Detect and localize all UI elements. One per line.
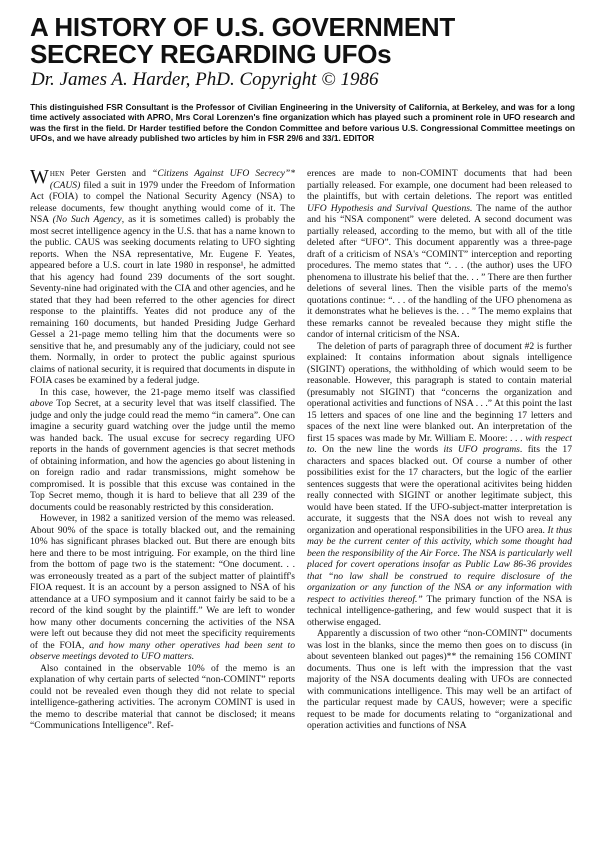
- paragraph-2: [30, 387, 295, 514]
- editor-introduction: This distinguished FSR Consultant is the Professor of Civilian Engineering in the University of California, at Berkeley, and was for a long time actively associated with APRO, Mrs Coral Lorenzen's fine organization which has played such a prominent role in UFO research and was the first in the field. Dr Harder testified before the Condon Committee and before various U.S. Congressional Committee meetings on UFOs, and we have already published two articles by him in FSR 29/6 and 33/1. EDITOR: [30, 102, 575, 143]
- text-run: On the new line the words: [316, 444, 444, 455]
- text-run: Apparently a discussion of two other “non-COMINT” documents was lost in the blanks, since the memo then goes on to discuss (in about seventeen blanked out pages)** the remaining 156 COMINT documents. Thus one is left with the impression that the vast majority of the NSA documents dealing with UFOs are connected with communications intelligence. This may well be an artifact of the particular request made by CAUS, however; were a specific request to be made for documents relating to “organizational and operation activities and functions of NSA: [307, 628, 572, 731]
- emphasis-run: and how many other operatives had been sent to observe meetings devoted to UFO matters.: [30, 639, 295, 662]
- paragraph-3: [30, 513, 295, 663]
- text-run: Peter Gersten and: [64, 168, 153, 179]
- emphasis-run: . . . with respect to.: [307, 432, 572, 455]
- text-column-left: [30, 168, 295, 844]
- text-run: . fits the 17 characters and spaces blacked out. Of course a number of other possibilities exist for the 17 characters, but the logic of the earlier sentences suggests that were the operational acitivites being hidden really connected with SIGINT or another legitimate subject, this would have been stated. If the UFO-subject-matter interpretation is accurate, it suggests that the NSA does not wish to reveal any organization and operational responsibilities in the UFO area.: [307, 444, 572, 536]
- text-run: The name of the author and his “NSA component” were deleted. A second document was partially released, according to the memo, but with all of the title deleted after “UFO”. This document apparently was a three-page draft of a criticism of NSA's “COMINT” interception and reporting procedures. The memo states that “. . . (the author) uses the UFO phenomena to illustrate his belief that the. . . ” There are then further deletions of several lines. Then the visible parts of the memo's quotations continue: “. . . of the handling of the UFO phenomena as it demonstrates what he believes is the. . . ” The memo explains that these remarks cannot be revealed because they might stifle the candor of internal criticism of the NSA.: [307, 202, 572, 340]
- text-run: However, in 1982 a sanitized version of the memo was released. About 90% of the space is totally blacked out, and the remaining 10% has significant phrases blacked out. But there are enough bits here and there to be most intriguing. For example, on the third line from the bottom of page two is the statement: “One document. . . was erroneously treated as a part of the subject matter of plaintiff's FIOA request. It is an account by a person assigned to NSA of his attendance at a UFO symposium and it cannot fairly be said to be a record of the kind sought by the plaintiff.” We are left to wonder how many other documents concerning the activities of the NSA were left out because they did not meet the specificity requirements of the FOIA,: [30, 513, 295, 651]
- title-line-1: A HISTORY OF U.S. GOVERNMENT: [30, 12, 455, 42]
- paragraph-1: [30, 168, 295, 387]
- text-column-right: [307, 168, 572, 844]
- text-run: The deletion of parts of paragraph three of document #2 is further explained: It contains information about signals intelligence (SIGINT) operations, the withholding of which would seem to be reasonable. However, this paragraph is stated to contain material (presumably not SIGINT) that “concerns the organization and operational activities and functions of NSA . . .” At this point the last 15 letters and spaces of one line and the beginning 17 letters and spaces of the next line were blanked out. An interpretation of the first 15 spaces was made by Mr. William E. Moore:: [307, 340, 572, 444]
- text-run: The primary function of the NSA is technical intelligence-gathering, and few would suspect that it is otherwise engaged.: [307, 593, 572, 628]
- paragraph-6: [307, 341, 572, 629]
- emphasis-run: above: [30, 398, 53, 409]
- emphasis-run: It thus may be the current center of this activity, which some thought had been the responsibility of the Air Force. The NSA is particularly well placed for covert operations insofar as Public Law 86-36 provides that “no law shall be construed to require disclosure of the organization or any function of the NSA or any information with respect to activities thereof.”: [307, 524, 572, 605]
- author-byline: Dr. James A. Harder, PhD. Copyright © 1986: [31, 69, 379, 90]
- emphasis-run: (No Such Agency: [52, 214, 122, 225]
- emphasis-run: “Citizens Against UFO Secrecy”* (CAUS): [49, 168, 295, 191]
- paragraph-7: [307, 628, 572, 732]
- emphasis-run: UFO Hypothesis and Survival Questions.: [307, 202, 473, 214]
- text-run: filed a suit in 1979 under the Freedom of Information Act (FOIA) to compel the National Security Agency (NSA) to release documents, few thought anything would come of it. The NSA: [30, 179, 295, 225]
- article-title: [30, 14, 580, 68]
- paragraph-4: [30, 663, 295, 732]
- text-run: , as it is sometimes called) is probably the most secret intelligence agency in the U.S. that has a name known to the public. CAUS was seeking documents relating to UFO sighting reports. When the NSA representative, Mr. Eugene F. Yeates, appeared before a U.S. court in late 1980 in response¹, he admitted that his agency had found 239 documents of the sort sought. Seventy-nine had originated with the CIA and other agencies, and he stated that they had been referred to the other agencies for direct response to the plaintiffs. Yeates did not produce any of the remaining 160 documents, but handed Presiding Judge Gerhard Gessel a 21-page memo telling him that the documents were so sensitive that he, and presumably any of the judiciary, could not see them. Normally, in order to protect the public against spurious claims of national security, it is required that documents in dispute in FOIA cases be examined by a federal judge.: [30, 214, 295, 386]
- paragraph-5: [307, 168, 572, 341]
- emphasis-run: its UFO programs: [443, 444, 520, 455]
- text-run: Top Secret, at a security level that was itself classified. The judge and only the judge could read the memo “in camera”. One can imagine a security guard watching over the judge until the memo was handed back. The usual excuse for secrecy regarding UFO reports in the hands of government agencies is that secret methods of obtaining information, and how the agencies go about listening in on foreign radio and radar transmissions, might somehow be compromised. It is possible that this excuse was contained in the Top Secret memo, though it is hard to believe that all 239 of the documents could be reasonably restricted by this consideration.: [30, 398, 295, 513]
- lead-small-caps: hen: [49, 168, 65, 179]
- drop-cap: W: [30, 168, 49, 188]
- text-run: erences are made to non-COMINT documents that had been partially released. For example, one document had been released to the plaintiffs, but with certain deletions. The report was entitled: [307, 168, 572, 202]
- text-run: Also contained in the observable 10% of the memo is an explanation of why certain parts of selected “non-COMINT” reports could not be revealed even though they did not relate to special intelligence-gathering activities. The acronym COMINT is used in the memo to describe material that cannot be disclosed; it means “Communications Intelligence”. Ref-: [30, 662, 295, 731]
- text-run: In this case, however, the 21-page memo itself was classified: [40, 386, 295, 398]
- title-line-2: SECRECY REGARDING UFOs: [30, 39, 392, 69]
